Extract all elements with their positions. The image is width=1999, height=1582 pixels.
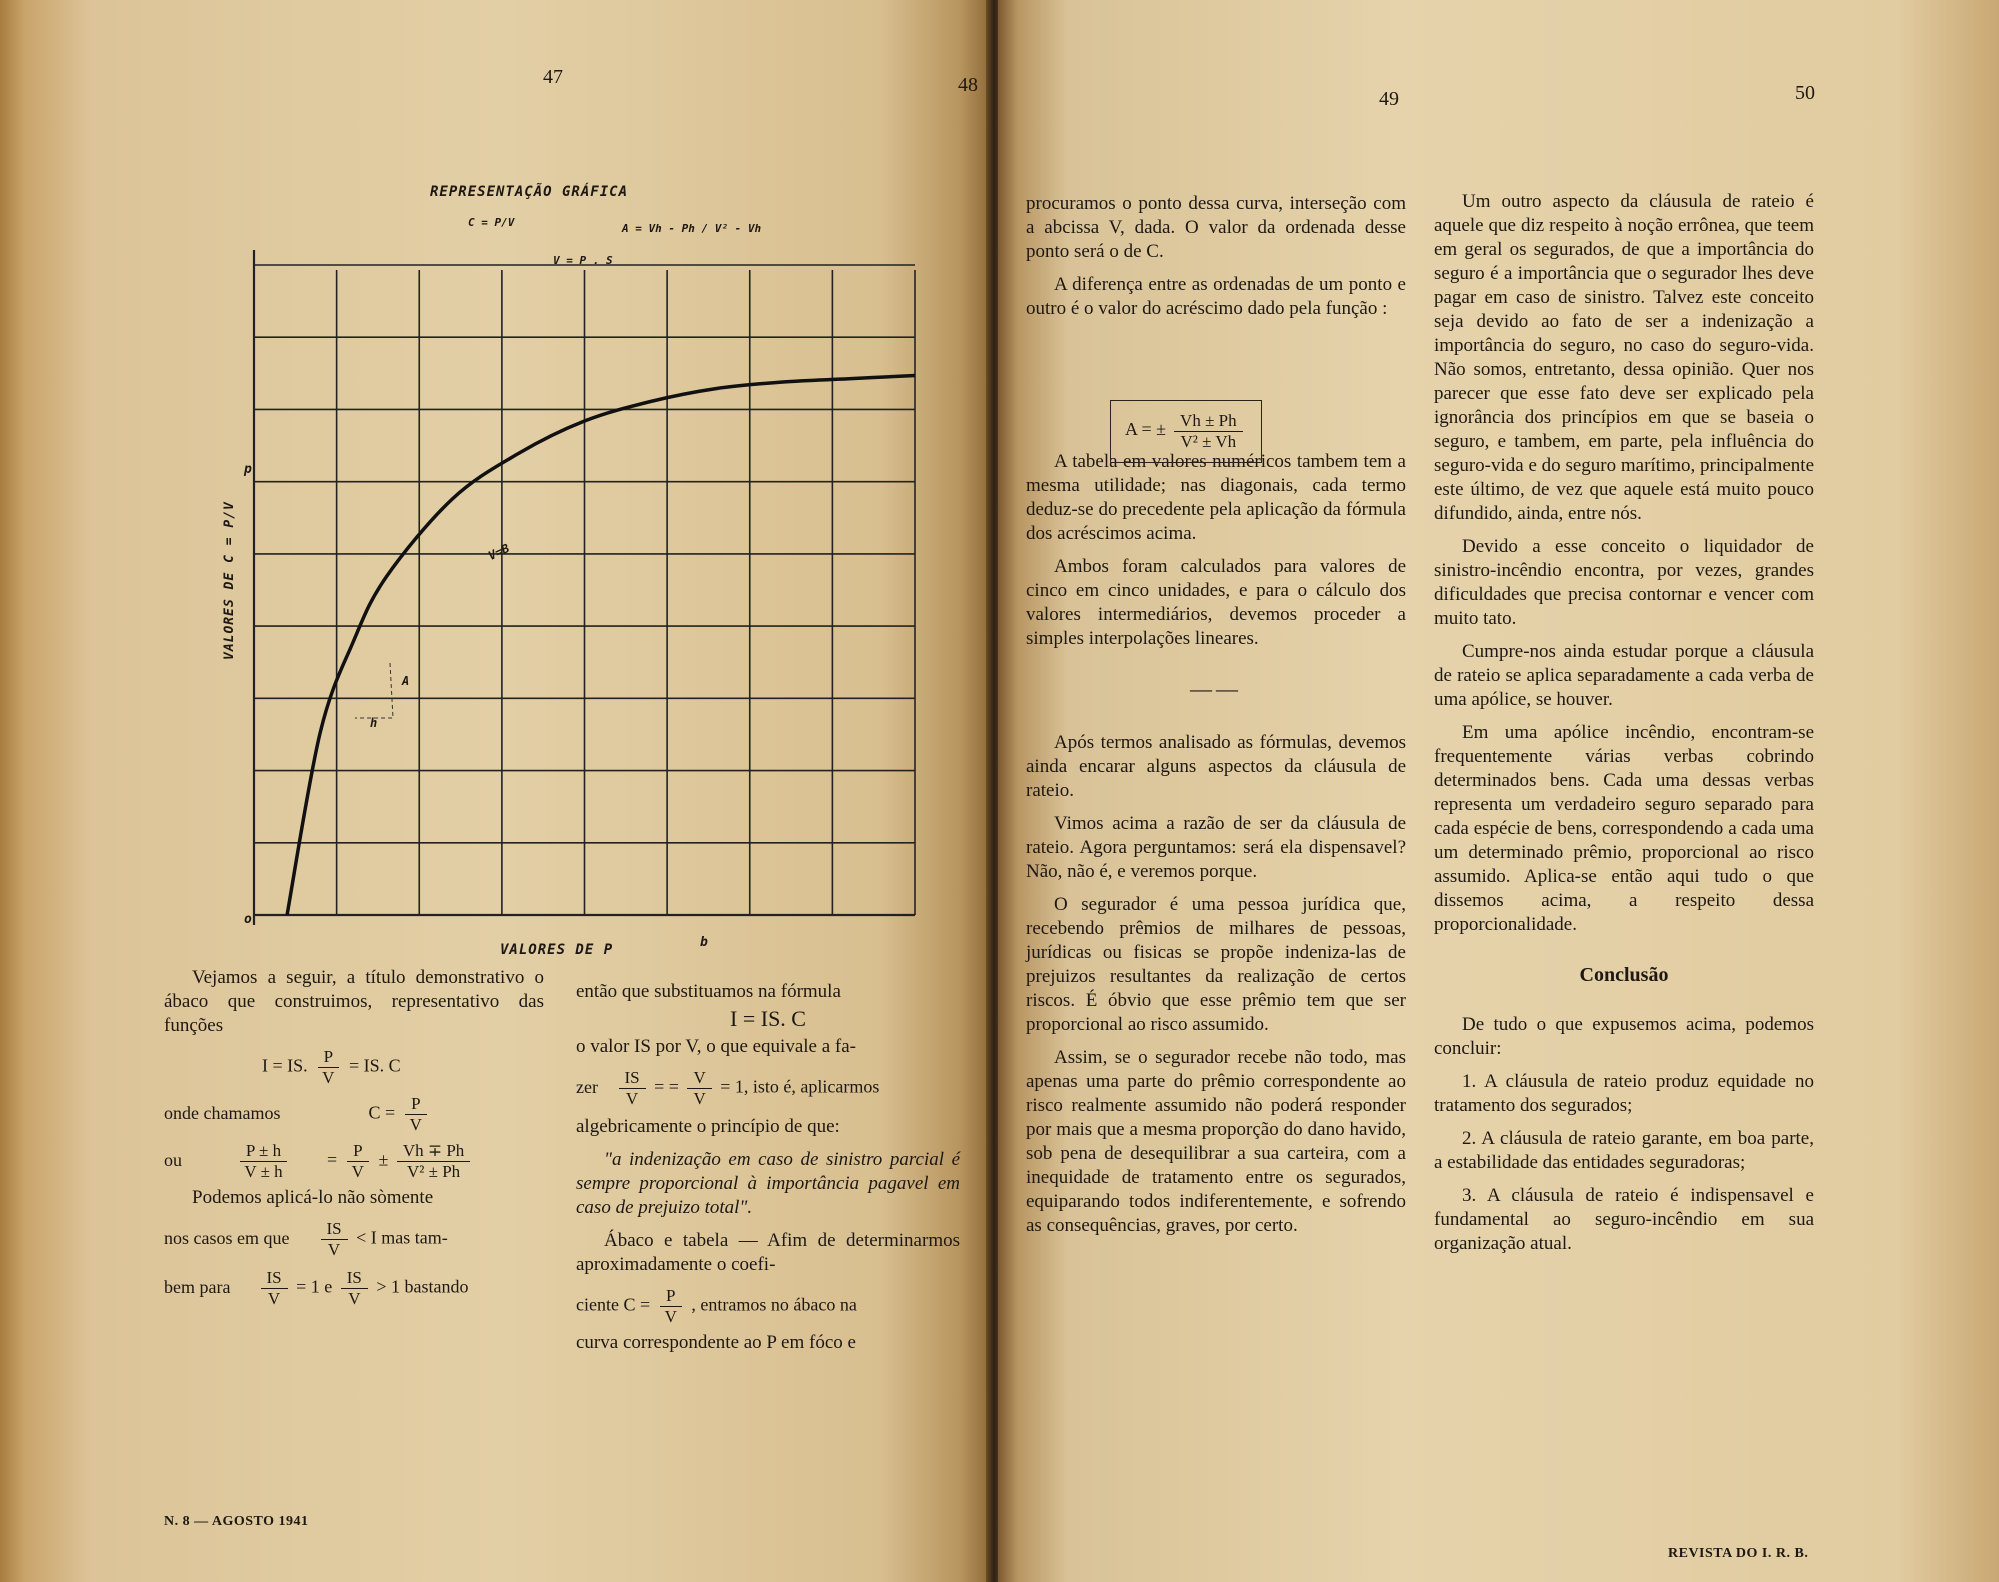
col2-p6: curva correspondente ao P em fóco e bbox=[576, 1332, 856, 1353]
page-number-49: 49 bbox=[1379, 88, 1399, 110]
col2-p5a: ciente C = bbox=[576, 1294, 651, 1315]
formula-ou-d2: V bbox=[351, 1162, 364, 1181]
formula-c-num: P bbox=[405, 1094, 426, 1115]
formula-i-den: V bbox=[322, 1068, 335, 1087]
formula-i-rhs: = IS. C bbox=[348, 1055, 401, 1076]
chart-x-label: VALORES DE P bbox=[500, 942, 614, 958]
right-page bbox=[998, 0, 1999, 1582]
footer-left: N. 8 — AGOSTO 1941 bbox=[164, 1514, 309, 1529]
formula-i-lhs: I = IS. bbox=[262, 1055, 308, 1076]
formula-ou-d1: V ± h bbox=[244, 1162, 283, 1181]
box-den: V² ± Vh bbox=[1180, 432, 1237, 451]
col2-p1: então que substituamos na fórmula bbox=[576, 981, 841, 1002]
frac-is-1: IS bbox=[321, 1219, 348, 1240]
zer: zer bbox=[576, 1076, 598, 1097]
chart-title: REPRESENTAÇÃO GRÁFICA bbox=[430, 184, 629, 200]
page-number-48: 48 bbox=[958, 74, 978, 96]
frac-v-col2: V bbox=[664, 1307, 677, 1326]
col1-intro: Vejamos a seguir, a título demonstrativo o ábaco que construimos, representativo das funções bbox=[164, 967, 544, 1036]
formula-box bbox=[1110, 400, 1262, 463]
eq-eq: = = bbox=[654, 1076, 679, 1097]
r-col2-p4: Em uma apólice incêndio, encontram-se frequentemente várias verbas cobrindo determinados bens. Cada uma dessas verbas representa um verdadeiro seguro separado para cada espécie de bens, correspondendo a cada uma um determinado prêmio, proporcional ao risco assumido. Aplica-se então aqui tudo o que dissemos acima, a respeito dessa proporcionalidade. bbox=[1434, 722, 1814, 935]
r-col2-p8: 3. A cláusula de rateio é indispensavel e fundamental ao seguro-incêndio em sua organização atual. bbox=[1434, 1185, 1814, 1254]
onde-chamamos: onde chamamos bbox=[164, 1102, 281, 1123]
r-col1-p8: Assim, se o segurador recebe não todo, mas apenas uma parte do prêmio correspondente ao risco realmente assumido não poderá responder por mais que a mesma proporção do dano havido, sob pena de desequilibrar a sua carteira, com a inequidade de tratamento entre os segurados, equiparando todos indiferentemente, e sofrendo as consequências, graves, por certo. bbox=[1026, 1047, 1406, 1236]
frac-v-3: V bbox=[348, 1289, 361, 1308]
formula-i-num: P bbox=[318, 1047, 339, 1068]
bem-para: bem para bbox=[164, 1276, 231, 1297]
formula-ou-pm: ± bbox=[378, 1149, 389, 1170]
podemos: Podemos aplicá-lo não sòmente bbox=[192, 1187, 434, 1208]
formula-ou-eq: = bbox=[327, 1149, 338, 1170]
label-o: o bbox=[244, 912, 252, 927]
page-number-50: 50 bbox=[1795, 82, 1815, 104]
left-column-2 bbox=[576, 980, 960, 1364]
box-num: Vh ± Ph bbox=[1174, 411, 1243, 432]
r-col2-p5: De tudo o que expusemos acima, podemos concluir: bbox=[1434, 1014, 1814, 1059]
r-col2-p7: 2. A cláusula de rateio garante, em boa parte, a estabilidade das entidades seguradoras; bbox=[1434, 1128, 1814, 1173]
chart-formula-v: V = P . S bbox=[553, 254, 613, 267]
r-col1-p2: A diferença entre as ordenadas de um ponto e outro é o valor do acréscimo dado pela função : bbox=[1026, 274, 1406, 319]
frac-p-col2: P bbox=[660, 1286, 681, 1307]
series-curve-v-b bbox=[287, 376, 915, 916]
r-col1-p6: Vimos acima a razão de ser da cláusula de rateio. Agora perguntamos: será ela dispensavel? Não, não é, e veremos porque. bbox=[1026, 813, 1406, 882]
label-A: A bbox=[402, 674, 410, 688]
frac-v-5: V bbox=[687, 1068, 711, 1089]
ou-label: ou bbox=[164, 1149, 182, 1170]
eq1e: = 1 e bbox=[296, 1276, 333, 1297]
right-column-2 bbox=[1434, 190, 1814, 1265]
col2-formula: I = IS. C bbox=[730, 1006, 806, 1031]
formula-ou-d3: V² ± Ph bbox=[406, 1162, 461, 1181]
r-col1-dash: —— bbox=[1190, 676, 1242, 701]
r-col2-p2: Devido a esse conceito o liquidador de sinistro-incêndio encontra, por vezes, grandes dificuldades que precisa contornar e vencer com muito tato. bbox=[1434, 536, 1814, 629]
col2-p2: o valor IS por V, o que equivale a fa- bbox=[576, 1036, 856, 1057]
r-col2-p3: Cumpre-nos ainda estudar porque a cláusula de rateio se aplica separadamente a cada verba de uma apólice, se houver. bbox=[1434, 641, 1814, 710]
col2-p3: algebricamente o princípio de que: bbox=[576, 1116, 840, 1137]
frac-v-1: V bbox=[327, 1240, 341, 1259]
nos-casos: nos casos em que bbox=[164, 1227, 290, 1248]
formula-c-den: V bbox=[409, 1115, 422, 1134]
r-col1-p3: A tabela em valores numéricos tambem tem a mesma utilidade; nas diagonais, cada termo deduz-se do precedente pela aplicação da fórmula dos acréscimos acima. bbox=[1026, 451, 1406, 544]
left-column-1 bbox=[164, 966, 544, 1317]
label-h: h bbox=[370, 716, 378, 730]
frac-v-2: V bbox=[267, 1289, 281, 1308]
formula-c-lhs: C = bbox=[368, 1102, 396, 1123]
frac-is-3: IS bbox=[341, 1268, 368, 1289]
r-col1-p7: O segurador é uma pessoa jurídica que, recebendo prêmios de milhares de pessoas, jurídicas ou fisicas se propõe indeniza-las de prejuizos resultantes da realização de certos riscos. É óbvio que esse prêmio tem que ser proporcional ao risco assumido. bbox=[1026, 894, 1406, 1035]
formula-ou-n3: Vh ∓ Ph bbox=[397, 1141, 470, 1162]
gt1-tail: > 1 bastando bbox=[376, 1276, 469, 1297]
r-col1-p4: Ambos foram calculados para valores de cinco em cinco unidades, e para o cálculo dos valores intermediários, devemos proceder a simples interpolações lineares. bbox=[1026, 556, 1406, 649]
chart-y-label: VALORES DE C = P/V bbox=[222, 501, 237, 660]
left-page bbox=[0, 0, 990, 1582]
col2-quote: "a indenização em caso de sinistro parcial é sempre proporcional à importância pagavel em caso de prejuizo total". bbox=[576, 1149, 960, 1218]
label-p: p bbox=[244, 462, 252, 477]
curve-label: V=B bbox=[486, 541, 512, 563]
col2-p4: Ábaco e tabela — Afim de determinarmos aproximadamente o coefi- bbox=[576, 1230, 960, 1275]
box-lhs: A = ± bbox=[1125, 419, 1167, 440]
frac-v-6: V bbox=[693, 1089, 706, 1108]
col2-p5b: , entramos no ábaco na bbox=[691, 1294, 857, 1315]
r-col1-p5: Após termos analisado as fórmulas, devemos ainda encarar alguns aspectos da cláusula de rateio. bbox=[1026, 732, 1406, 801]
r-col1-p1: procuramos o ponto dessa curva, interseção com a abcissa V, dada. O valor da ordenada desse ponto será o de C. bbox=[1026, 193, 1406, 262]
lt1-tail: < I mas tam- bbox=[356, 1227, 448, 1248]
isto-e: = 1, isto é, aplicarmos bbox=[720, 1076, 880, 1097]
chart-formula-c: C = P/V bbox=[468, 216, 515, 229]
page-number-47: 47 bbox=[543, 66, 563, 88]
chart-formula-a: A = Vh - Ph / V² - Vh bbox=[622, 222, 762, 235]
footer-right: REVISTA DO I. R. B. bbox=[1668, 1546, 1809, 1561]
label-b: b bbox=[700, 935, 708, 950]
formula-ou-n1: P ± h bbox=[240, 1141, 287, 1162]
grid-vertical-lines bbox=[254, 250, 915, 925]
increment-guide bbox=[355, 663, 393, 718]
r-col2-p1: Um outro aspecto da cláusula de rateio é aquele que diz respeito à noção errônea, que teem em geral os segurados, de que a importância do seguro é a importância que o segurador lhes deve pagar em caso de sinistro. Talvez este conceito seja devido ao fato de ser a indenização a importância do seguro, no caso do seguro-vida. Não somos, entretanto, dessa opinião. Quer nos parecer que esse fato deve ser explicado pela ignorância dos princípios em que se baseia o seguro, e tambem, em parte, pela influência do seguro-vida e do seguro marítimo, principalmente este último, de vez que aquele está muito pouco difundido, ainda, entre nós. bbox=[1434, 191, 1814, 524]
right-column-1 bbox=[1026, 192, 1406, 1247]
conclusion-heading: Conclusão bbox=[1579, 964, 1669, 986]
chart-svg bbox=[230, 240, 930, 950]
frac-is-4: IS bbox=[619, 1068, 646, 1089]
r-col2-p6: 1. A cláusula de rateio produz equidade no tratamento dos segurados; bbox=[1434, 1071, 1814, 1116]
frac-v-4: V bbox=[625, 1089, 639, 1108]
formula-ou-n2: P bbox=[347, 1141, 368, 1162]
frac-is-2: IS bbox=[261, 1268, 288, 1289]
